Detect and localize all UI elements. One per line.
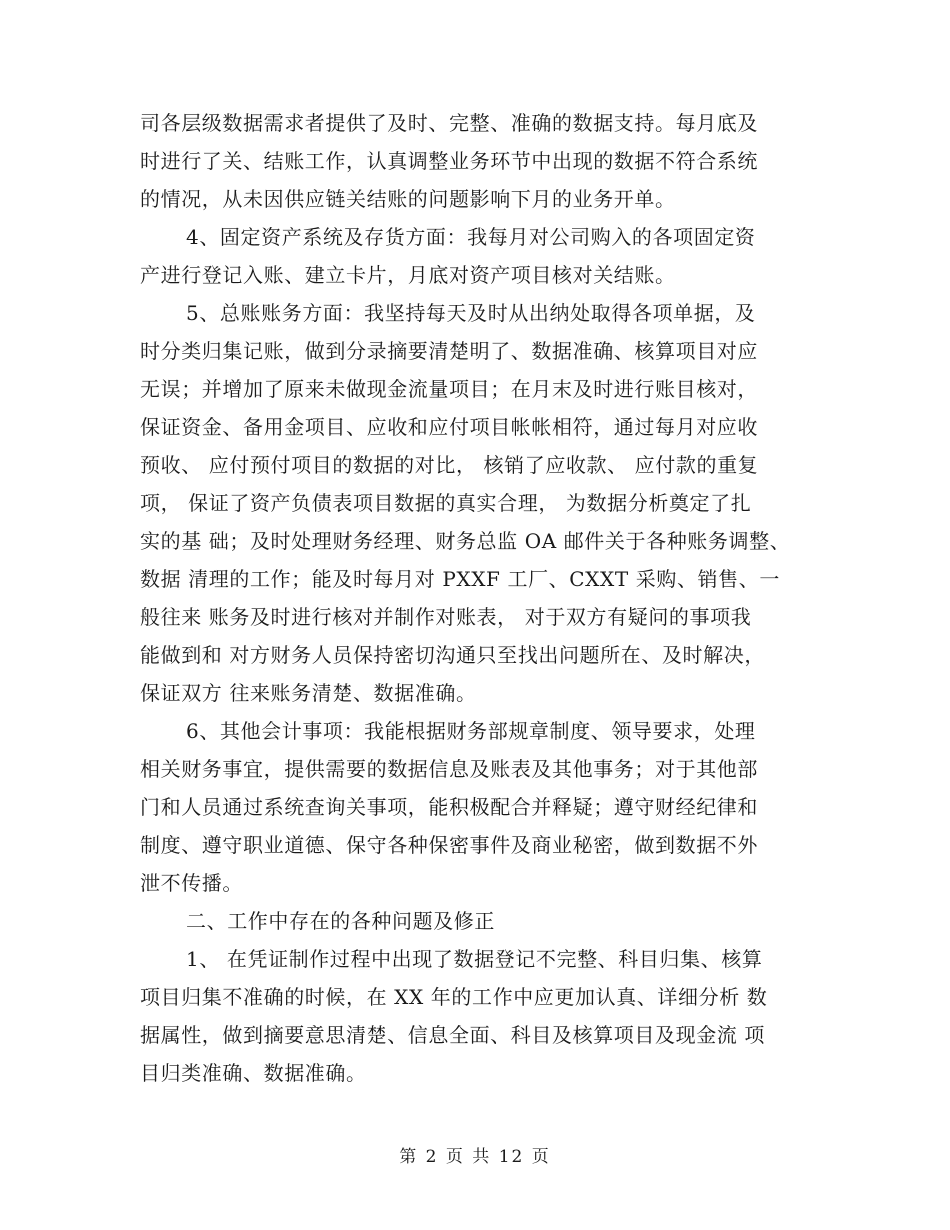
text-line: 目归类准确、数据准确。 (140, 1061, 367, 1085)
text-line: 门和人员通过系统查询关事项，能积极配合并释疑；遵守财经纪律和 (140, 795, 758, 819)
text-line: 保证资金、备用金项目、应收和应付项目帐帐相符，通过每月对应收 (140, 415, 758, 439)
text-line: 能做到和 对方财务人员保持密切沟通只至找出问题所在、及时解决， (140, 643, 765, 667)
text-line: 1、 在凭证制作过程中出现了数据登记不完整、科目归集、核算 (186, 947, 763, 971)
text-line: 相关财务事宜，提供需要的数据信息及账表及其他事务；对于其他部 (140, 757, 758, 781)
text-line: 时进行了关、结账工作，认真调整业务环节中出现的数据不符合系统 (140, 149, 758, 173)
text-line: 保证双方 往来账务清楚、数据准确。 (140, 681, 477, 705)
text-line: 项目归集不准确的时候，在 XX 年的工作中应更加认真、详细分析 数 (140, 985, 768, 1009)
text-line: 项， 保证了资产负债表项目数据的真实合理， 为数据分析奠定了扎 (140, 491, 752, 515)
text-line: 制度、遵守职业道德、保守各种保密事件及商业秘密，做到数据不外 (140, 833, 758, 857)
text-line: 司各层级数据需求者提供了及时、完整、准确的数据支持。每月底及 (140, 111, 758, 135)
text-line: 泄不传播。 (140, 871, 243, 895)
text-line: 据属性，做到摘要意思清楚、信息全面、科目及核算项目及现金流 项 (140, 1023, 765, 1047)
body-text (140, 104, 820, 1092)
text-line: 产进行登记入账、建立卡片，月底对资产项目核对关结账。 (140, 263, 676, 287)
text-line: 无误；并增加了原来未做现金流量项目；在月末及时进行账目核对， (140, 377, 758, 401)
text-line: 实的基 础；及时处理财务经理、财务总监 OA 邮件关于各种账务调整、 (140, 529, 791, 553)
text-line: 6、其他会计事项：我能根据财务部规章制度、领导要求，处理 (186, 719, 756, 743)
text-line: 预收、 应付预付项目的数据的对比， 核销了应收款、 应付款的重复 (140, 453, 759, 477)
text-line: 般往来 账务及时进行核对并制作对账表， 对于双方有疑问的事项我 (140, 605, 752, 629)
text-line: 时分类归集记账，做到分录摘要清楚明了、数据准确、核算项目对应 (140, 339, 758, 363)
text-line: 5、总账账务方面：我坚持每天及时从出纳处取得各项单据，及 (186, 301, 756, 325)
page-footer: 第 2 页 共 12 页 (399, 1147, 551, 1167)
text-line: 的情况，从未因供应链关结账的问题影响下月的业务开单。 (140, 187, 676, 211)
text-line: 4、固定资产系统及存货方面：我每月对公司购入的各项固定资 (186, 225, 756, 249)
text-line: 二、工作中存在的各种问题及修正 (186, 909, 495, 933)
text-line: 数据 清理的工作；能及时每月对 PXXF 工厂、CXXT 采购、销售、一 (140, 567, 780, 591)
